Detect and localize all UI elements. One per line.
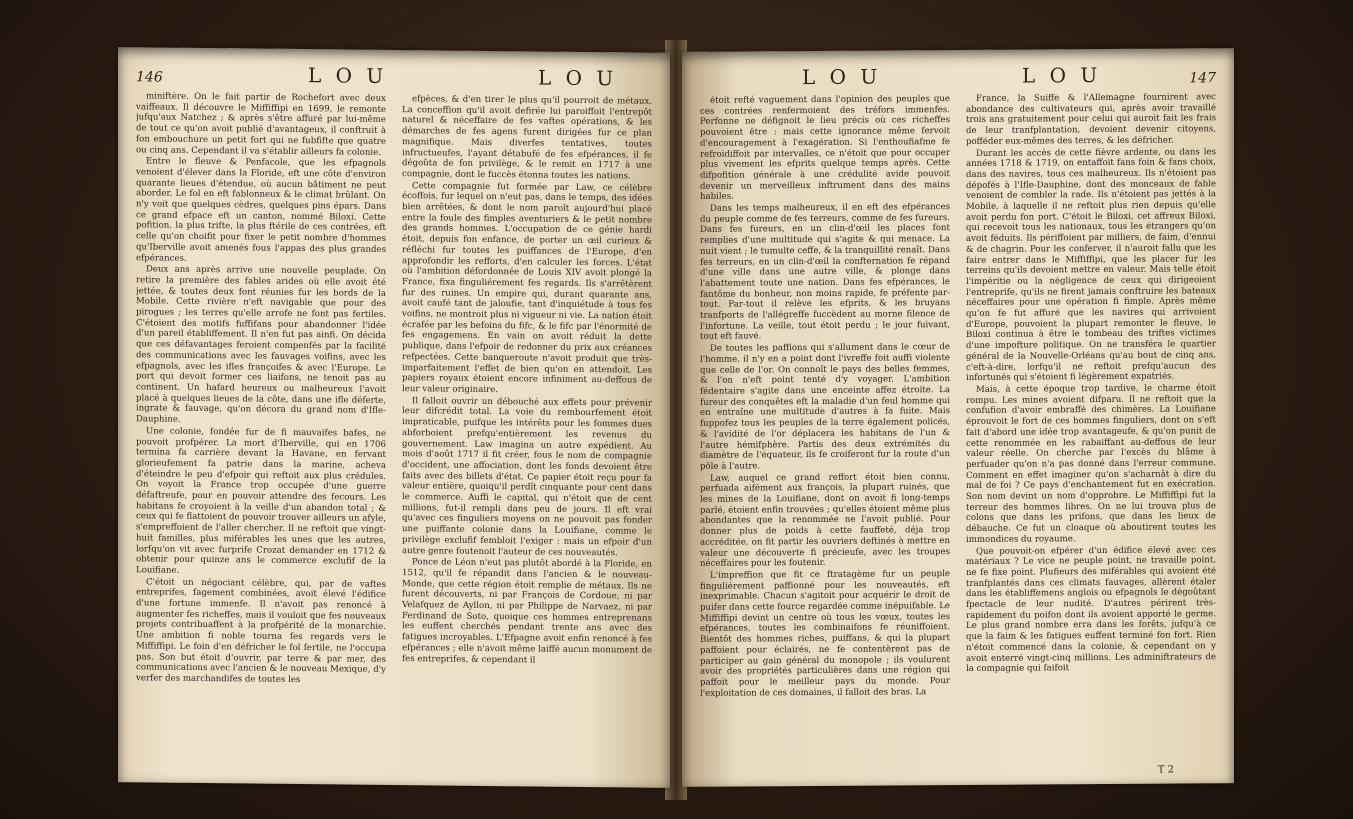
left-page-header: [118, 59, 670, 93]
right-page: [682, 48, 1234, 787]
paragraph: De toutes les paffions qui s'allument dans le cœur de l'homme, il n'y en a point dont l'ivreffe foit auffi violente que celle de l'or. On connoît le pays des belles femmes, & l'on n'eft point tenté d'y voyager. L'ambition fédentaire s'agite dans une enceinte affez étroite. La fureur des conquêtes eft la maladie d'un feul homme qui en entraîne une multitude d'autres à fa fuite. Mais fuppofez tous les peuples de la terre également policés, & l'avidité de l'or déplacera les habitans de l'un & l'autre hémifphère. Partis des deux extrémités du diamètre de l'équateur, ils fe croiferont fur la route d'un pôle à l'autre.: [700, 342, 950, 472]
paragraph: Deux ans après arrive une nouvelle peuplade. On retire la première des fables arides où elle avoit été jettée, & toutes deux font réunies fur les bords de la Mobile. Cette rivière n'eft navigable que pour des pirogues ; les terres qu'elle arrofe ne font pas fertiles. C'étoient des motifs fuffifans pour abandonner l'idée d'un pareil établiffement. Il n'en fut pas ainfi. On décida que ces défavantages feroient compenfés par la facilité des communications avec les fauvages voifins, avec les efpagnols, avec les ifles françoifes & avec l'Europe. Le port qui devoit former ces liaifons, ne tenoit pas au continent. Un hafard heureux ou malheureux l'avoit placé à quelques lieues de la côte, dans une ifle déferte, ingrate & fauvage, qu'on décora du grand nom d'Ifle-Dauphine.: [136, 264, 386, 425]
paragraph: C'étoit un négociant célèbre, qui, par de vaftes entreprifes, fagement combinées, avoit élevé l'édifice d'une fortune immenfe. Il n'avoit pas renoncé à augmenter fes richeffes, mais il vouloit que fes nouveaux projets contribuaffent à la profpérité de la monarchie. Une ambition fi noble tourna fes regards vers le Miffiffipi. Le foin d'en défricher le fol fertile, ne l'occupa pas. Son but étoit d'ouvrir, par terre & par mer, des communications avec l'ancien & le nouveau Mexique, d'y verfer des marchandifes de toutes les: [136, 577, 386, 685]
paragraph: Durant les accès de cette fièvre ardente, ou dans les années 1718 & 1719, on entaffoit fans foin & fans choix, dans des navires, tous ces malheureux. Ils n'étoient pas dépofés à l'Ifle-Dauphine, dont des monceaux de fable venoient de combler la rade. Ils n'étoient pas jettés à la Mobile, à laquelle il ne reftoit plus rien depuis qu'elle avoit perdu fon port. C'étoit le Biloxi, cet affreux Biloxi, qui recevoit tous les nationaux, tous les étrangers qu'on avoit féduits. Ils périffoient par milliers, de faim, d'ennui & de chagrin. Pour les conferver, il n'auroit fallu que les faire entrer dans le Miffiffipi, que les placer fur les terreins qu'ils devoient mettre en valeur. Mais telle étoit l'impéritie ou la négligence de ceux qui dirigeoient l'entreprife, qu'ils ne firent jamais conftruire les bateaux néceffaires pour une opération fi fimple. Après même qu'on fe fut affuré que les navires qui arrivoient d'Europe, pouvoient la plupart remonter le fleuve, le Biloxi continua à être le tombeau des triftes victimes d'une impofture politique. On ne transféra le quartier général de la Nouvelle-Orléans qu'au bout de cinq ans, c'eft-à-dire, lorfqu'il ne reftoit prefqu'aucun des infortunés qui s'étoient fi légèrement expatriés.: [966, 146, 1216, 384]
running-head: L O U: [308, 63, 388, 88]
paragraph: Que pouvoit-on efpérer d'un édifice élevé avec ces matériaux ? Le vice ne peuple point, ne travaille point, ne fe fixe point. Plufieurs des miférables qui avoient été tranfplantés dans ces climats fauvages, allèrent étaler dans les établiffemens anglois ou efpagnols le dégoûtant fpectacle de leur nudité. D'autres périrent très-rapidement du poifon dont ils avoient apporté le germe. Le plus grand nombre erra dans les forêts, jufqu'à ce que la faim & les fatigues euffent terminé fon fort. Rien n'étoit commencé dans la colonie, & cependant on y avoit enterré vingt-cinq millions. Les adminiftrateurs de la compagnie qui faifoit: [966, 544, 1216, 675]
paragraph: Dans les temps malheureux, il en eft des efpérances du peuple comme de fes terreurs, comme de fes fureurs. Dans fes fureurs, en un clin-d'œil les places font remplies d'une multitude qui s'agite & qui menace. La nuit vient ; le tumulte ceffe, & la tranquillité renaît. Dans fes terreurs, en un clin-d'œil la confternation fe répand d'une ville dans une autre ville, & plonge dans l'abattement toute une nation. Dans fes efpérances, le fantôme du bonheur, non moins rapide, fe préfente par-tout. Par-tout il relève les efprits, & les bruyans tranfports de l'allégreffe fuccèdent au morne filence de l'infortune. La veille, tout étoit perdu ; le jour fuivant, tout eft fauvé.: [700, 202, 950, 343]
running-head: L O U: [538, 65, 618, 91]
paragraph: L'impreffion que fit ce ftratagème fur un peuple finguliérement paffionné pour les nouveautés, eft inexprimable. Chacun s'agitoit pour acquérir le droit de puifer dans cette fource regardée comme inépuifable. Le Miffiffipi devint un centre où tous les vœux, toutes les efpérances, toutes les combinaifons fe réuniffoient. Bientôt des hommes riches, puiffans, & qui la plupart paffoient pour éclairés, ne fe contentèrent pas de participer au gain général du monopole ; ils voulurent avoir des propriétés particulières dans une région qui paffoit pour le meilleur pays du monde. Pour l'exploitation de ces domaines, il falloit des bras. La: [700, 568, 950, 699]
text-column: [136, 91, 386, 767]
left-page: [118, 47, 670, 788]
paragraph: France, la Suiffe & l'Allemagne fournirent avec abondance des cultivateurs qui, après avoir travaillé trois ans gratuitement pour celui qui auroit fait les frais de leur tranfplantation, devoient devenir citoyens, pofféder eux-mêmes des terres, & les défricher.: [966, 92, 1216, 147]
text-column: [700, 94, 950, 769]
paragraph: miniftère. On le fait partir de Rochefort avec deux vaiffeaux. Il découvre le Miffiffipi en 1699, le remonte jufqu'aux Natchez ; & après s'être affuré par lui-même de tout ce qu'on avoit publié d'avantageux, il conftruit à fon embouchure un petit fort qui ne fubfifte que quatre ou cinq ans. Cependant il va s'établir ailleurs fa colonie.: [136, 91, 386, 158]
paragraph: étoit refté vaguement dans l'opinion des peuples que ces contrées renfermoient des tréfors immenfes. Perfonne ne défignoit le lieu précis où ces richeffes pouvoient être : mais cette ignorance même fervoit d'encouragement à l'exagération. Si l'enthoufiafme fe refroidiffoit par intervalles, ce n'étoit que pour occuper plus vivement les efprits quelque temps après. Cette difpofition générale à une crédulité avide pouvoit devenir un merveilleux inftrument dans des mains habiles.: [700, 94, 950, 203]
text-column: [402, 94, 652, 770]
page-number: 146: [136, 69, 163, 86]
paragraph: Entre le fleuve & Penfacole, que les efpagnols venoient d'élever dans la Floride, eft une côte d'environ quarante lieues d'étendue, où aucun bâtiment ne peut aborder. Le fol en eft fablonneux & le climat brûlant. On n'y voit que quelques cèdres, quelques pins épars. Dans ce grand efpace eft un canton, nommé Biloxi. Cette pofition, la plus trifte, la plus ftérile de ces contrées, eft celle qu'on choifit pour fixer le petit nombre d'hommes qu'Iberville avoit amenés fous l'appas des plus grandes efpérances.: [136, 156, 386, 264]
running-head: L O U: [802, 64, 882, 90]
paragraph: Law, auquel ce grand reffort étoit bien connu, perfuada aifément aux françois, la plupart ruinés, que les mines de la Louifiane, dont on avoit fi long-temps parlé, étoient enfin trouvées ; qu'elles étoient même plus abondantes que la renommée ne l'avoit publié. Pour donner plus de poids à cette fauffeté, déja trop accréditée, on fit partir les ouvriers deftinés à mettre en valeur une découverte fi précieufe, avec les troupes néceffaires pour les foutenir.: [700, 471, 950, 570]
text-column: [966, 92, 1216, 767]
paragraph: Cette compagnie fut formée par Law, ce célèbre écoffois, fur lequel on n'eut pas, dans le temps, des idées bien arrêtées, & dont le nom paroît aujourd'hui placé entre la foule des fimples aventuriers & le petit nombre des grands hommes. L'occupation de ce génie hardi étoit, depuis fon enfance, de porter un œil curieux & réfléchi fur toutes les puiffances de l'Europe, d'en approfondir les refforts, d'en calculer les forces. L'état où l'ambition défordonnée de Louis XIV avoit plongé la France, fixa finguliérement fes regards. Ils s'arrêtèrent fur des ruines. Un empire qui, durant quarante ans, avoit caufé tant de jaloufie, tant d'inquiétude à tous fes voifins, ne montroit plus ni vigueur ni vie. La nation étoit écrafée par les befoins du fifc, & le fifc par l'énormité de fes engagemens. En vain on avoit réduit la dette publique, dans l'efpoir de redonner du prix aux créances refpectées. Cette banqueroute n'avoit produit que très-imparfaitement l'effet de bien qu'on en attendoit. Les papiers royaux étoient encore infiniment au-deffous de leur valeur originaire.: [402, 180, 652, 396]
paragraph: efpèces, & d'en tirer le plus qu'il pourroit de métaux. La conceffion qu'il avoit defirée lui paroiffoit l'entrepôt naturel & néceffaire de fes vaftes opérations, & les démarches de fes agens furent dirigées fur ce plan magnifique. Mais diverfes tentatives, toutes infructueufes, l'ayant détabufé de fes efpérances, il fe dégoûta de fon privilège, & le remit en 1717 à une compagnie, dont le fuccès étonna toutes les nations.: [402, 94, 652, 182]
page-number: 147: [1189, 70, 1216, 87]
paragraph: Il falloit ouvrir un débouché aux effets pour prévenir leur difcrédit total. La voie du rembourfement étoit impraticable, puifque les intérêts pour les fommes dues abforboient prefqu'entièrement les revenus du gouvernement. Law imagina un autre expédient. Au mois d'août 1717 il fit créer, fous le nom de compagnie d'occident, une affociation, dont les fonds devoient être faits avec des billets d'état. Ce papier étoit reçu pour fa valeur entière, quoiqu'il perdît cinquante pour cent dans le commerce. Auffi le capital, qui n'étoit que de cent millions, fut-il rempli dans peu de jours. Il eft vrai qu'avec ces finguliers moyens on ne pouvoit pas fonder une puiffante colonie dans la Louifiane, comme le privilège exclufif fembloit l'exiger : mais un efpoir d'un autre genre foutenoit l'auteur de ces nouveautés.: [402, 395, 652, 558]
paragraph: Ponce de Léon n'eut pas plutôt abordé à la Floride, en 1512, qu'il fe répandit dans l'ancien & le nouveau-Monde, que cette région étoit remplie de métaux. Ils ne furent découverts, ni par François de Cordoue, ni par Velafquez de Ayllon, ni par Philippe de Narvaez, ni par Ferdinand de Soto, quoique ces hommes entreprenans les euffent cherchés pendant trente ans avec des fatigues incroyables. L'Efpagne avoit enfin renoncé à fes efpérances ; elle n'avoit même laiffé aucun monument de fes entreprifes, & cependant il: [402, 557, 652, 666]
running-head: L O U: [1022, 62, 1102, 88]
signature-mark: T 2: [1157, 764, 1174, 776]
paragraph: Une colonie, fondée fur de fi mauvaifes bafes, ne pouvoit profpérer. La mort d'Iberville, qui en 1706 termina fa carrière devant la Havane, en fervant glorieufement fa patrie dans la marine, acheva d'éteindre le peu d'efpoir qui reftoit aux plus crédules. On voyoit la France trop occupée d'une guerre défaftreufe, pour en pouvoir attendre des fecours. Les habitans fe croyoient à la veille d'un abandon total ; & ceux qui fe flattoient de pouvoir trouver ailleurs un afyle, s'empreffoient de l'aller chercher. Il ne reftoit que vingt-huit familles, plus miférables les unes que les autres, lorfqu'on vit avec furprife Crozat demander en 1712 & obtenir pour quinze ans le commerce exclufif de la Louifiane.: [136, 426, 386, 576]
paragraph: Mais, à cette époque trop tardive, le charme étoit rompu. Les mines avoient difparu. Il ne reftoit que la confufion d'avoir embraffé des chimères. La Louifiane éprouvoit le fort de ces hommes finguliers, dont on s'eft fait d'abord une idée trop avantageufe, & qu'on punit de cette renommée en les rabaiffant au-deffous de leur valeur réelle. On cherche par l'excès du blâme à perfuader qu'on n'a pas donné dans l'erreur commune. Comment en effet imaginer qu'on s'acharnât à dire du mal de foi ? Ce pays d'enchantement fut en exécration. Son nom devint un nom d'opprobre. Le Miffiffipi fut la terreur des hommes libres. On ne lui trouva plus de colons que dans les prifons, que dans les lieux de débauche. Ce fut un cloaque où aboutirent toutes les immondices du royaume.: [966, 383, 1216, 545]
right-page-header: [682, 60, 1234, 92]
